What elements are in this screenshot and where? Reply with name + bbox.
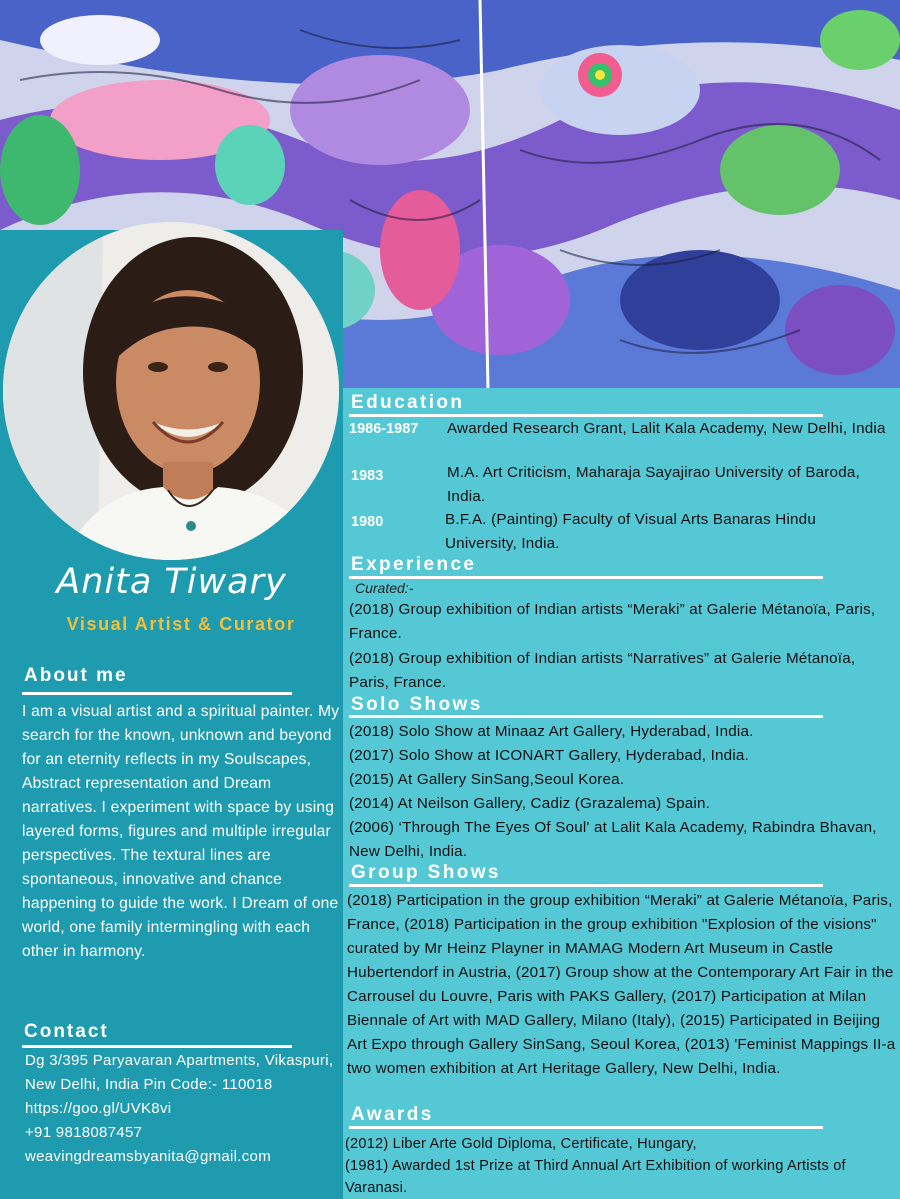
awards-divider: [349, 1126, 823, 1129]
contact-heading: Contact: [24, 1021, 109, 1042]
experience-subheading: Curated:-: [355, 580, 414, 596]
education-year: 1983: [351, 468, 384, 484]
list-item: (2006) ‘Through The Eyes Of Soul' at Lalit Kala Academy, Rabindra Bhavan, New Delhi, India.: [349, 819, 877, 860]
education-year: 1986-1987: [349, 421, 419, 437]
experience-divider: [349, 576, 823, 579]
profile-photo: [3, 222, 339, 560]
contact-link[interactable]: https://goo.gl/UVK8vi: [25, 1100, 172, 1117]
contact-divider: [22, 1045, 292, 1048]
experience-heading: Experience: [351, 554, 477, 575]
solo-heading: Solo Shows: [351, 694, 483, 715]
group-text: (2018) Participation in the group exhibition “Meraki” at Galerie Métanoïa, Paris, France, (2018) Participation in the group exhibition "Explosion of the visions" curated by Mr Heinz Playner in MAMAG Modern Art Museum in Castle Hubertendorf in Austria, (2017) Group show at the Contemporary Art Fair in the Carrousel du Louvre, Paris with PAKS Gallery, (2017) Participation at Milan Biennale of Art with MAD Gallery, Milano (Italy), (2015) Participated in Beijing Art Expo through Gallery SinSang, Seoul Korea, (2013) 'Feminist Mappings II-a two women exhibition at Art Heritage Gallery, New Delhi, India.: [347, 892, 896, 1077]
about-divider: [22, 692, 292, 695]
list-item: (2014) At Neilson Gallery, Cadiz (Grazalema) Spain.: [349, 795, 711, 812]
education-heading: Education: [351, 392, 465, 413]
about-text: I am a visual artist and a spiritual painter. My search for the known, unknown and beyond for an eternity reflects in my Soulscapes, Abstract representation and Dream narratives. I experiment with space by using layered forms, figures and multiple irregular perspectives. The textural lines are spontaneous, innovative and chance happening to guide the work. I Dream of one world, one family intermingling with each other in harmony.: [22, 703, 340, 960]
right-panel: [343, 388, 900, 1199]
list-item: (2015) At Gallery SinSang,Seoul Korea.: [349, 771, 625, 788]
list-item: (2012) Liber Arte Gold Diploma, Certificate, Hungary,: [345, 1136, 697, 1152]
education-entry: Awarded Research Grant, Lalit Kala Academy, New Delhi, India: [447, 420, 886, 437]
awards-list: [345, 1133, 865, 1199]
education-year: 1980: [351, 514, 384, 530]
contact-phone[interactable]: +91 9818087457: [25, 1124, 143, 1141]
contact-block: [25, 1049, 343, 1169]
solo-divider: [349, 715, 823, 718]
education-entry: M.A. Art Criticism, Maharaja Sayajirao University of Baroda, India.: [447, 464, 860, 505]
list-item: (2018) Solo Show at Minaaz Art Gallery, Hyderabad, India.: [349, 723, 754, 740]
list-item: (1981) Awarded 1st Prize at Third Annual Art Exhibition of working Artists of Varanasi.: [345, 1158, 846, 1196]
experience-entry: (2018) Group exhibition of Indian artists “Meraki” at Galerie Métanoïa, Paris, France.: [349, 601, 876, 642]
portrait-image: [3, 222, 339, 560]
awards-heading: Awards: [351, 1104, 434, 1125]
artist-role: Visual Artist & Curator: [66, 614, 296, 634]
experience-entry: (2018) Group exhibition of Indian artists “Narratives” at Galerie Métanoïa, Paris, France.: [349, 650, 856, 691]
list-item: (2017) Solo Show at ICONART Gallery, Hyderabad, India.: [349, 747, 749, 764]
education-entry: B.F.A. (Painting) Faculty of Visual Arts Banaras Hindu University, India.: [445, 511, 816, 552]
contact-email[interactable]: weavingdreamsbyanita@gmail.com: [25, 1148, 271, 1165]
contact-address: Dg 3/395 Paryavaran Apartments, Vikaspuri, New Delhi, India Pin Code:- 110018: [25, 1052, 334, 1093]
group-divider: [349, 884, 823, 887]
group-heading: Group Shows: [351, 862, 501, 883]
about-heading: About me: [24, 665, 128, 686]
solo-list: [349, 720, 897, 864]
artist-name: Anita Tiwary: [56, 562, 287, 602]
